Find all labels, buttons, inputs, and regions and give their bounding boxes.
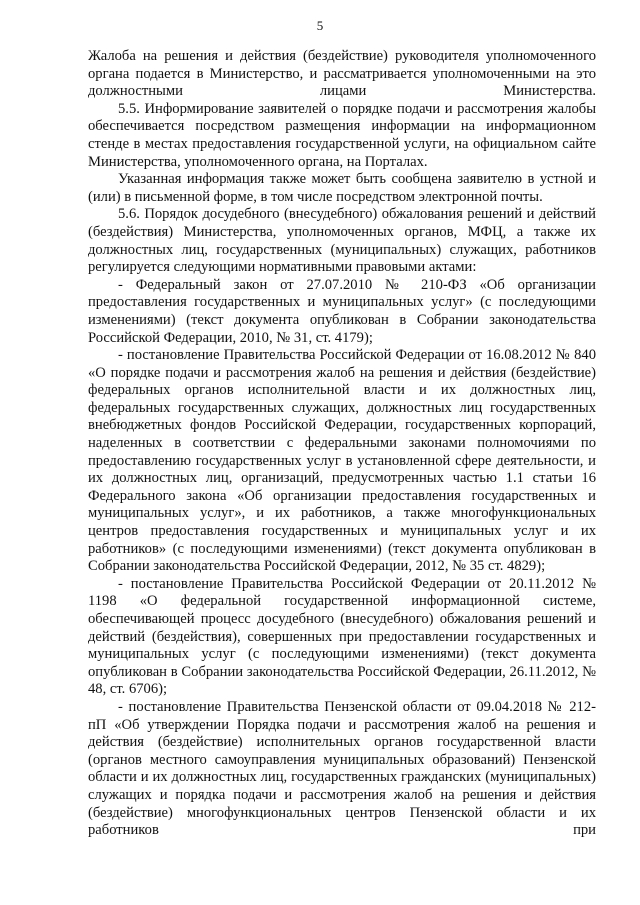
- list-item-penza-resolution-212: - постановление Правительства Пензенской области от 09.04.2018 № 212-пП «Об утверждении Порядка подачи и рассмотрения жалоб на решения и действия (бездействие) исполнительных органов государственной власти (органов местного самоуправления муниципальных образований) Пензенской области и их должностных лиц, государственных гражданских (муниципальных) служащих и порядка подачи и рассмотрения жалоб на решения и действия (бездействие) многофункциональных центров Пензенской области и их работников при: [88, 698, 596, 839]
- paragraph-info-form: Указанная информация также может быть сообщена заявителю в устной и (или) в письменной форме, в том числе посредством электронной почты.: [88, 171, 596, 205]
- page-number: 5: [316, 18, 324, 33]
- document-body: [88, 48, 596, 840]
- paragraph-complaint-head: Жалоба на решения и действия (бездействие) руководителя уполномоченного органа подается в Министерство, и рассматривается уполномоченными на это должностными лицами Министерства.: [88, 48, 596, 100]
- list-item-resolution-840: - постановление Правительства Российской Федерации от 16.08.2012 № 840 «О порядке подачи и рассмотрения жалоб на решения и действия (бездействие) федеральных органов исполнительной власти и их должностных лиц, федеральных государственных служащих, должностных лиц государственных внебюджетных фондов Российской Федерации, государственных корпораций, наделенных в соответствии с федеральными законами полномочиями по предоставлению государственных услуг в установленной сфере деятельности, и их должностных лиц, организаций, предусмотренных частью 1.1 статьи 16 Федерального закона «Об организации предоставления государственных и муниципальных услуг», и их работников, а также многофункциональных центров предоставления государственных и муниципальных услуг и их работников» (с последующими изменениями) (текст документа опубликован в Собрании законодательства Российской Федерации, 2012, № 35 ст. 4829);: [88, 347, 596, 575]
- list-item-resolution-1198: - постановление Правительства Российской Федерации от 20.11.2012 № 1198 «О федеральной государственной информационной системе, обеспечивающей процесс досудебного (внесудебного) обжалования решений и действий (бездействия), совершенных при предоставлении государственных и муниципальных услуг (с последующими изменениями) (текст документа опубликован в Собрании законодательства Российской Федерации, 26.11.2012, № 48, ст. 6706);: [88, 575, 596, 698]
- list-item-federal-law-210: - Федеральный закон от 27.07.2010 № 210-ФЗ «Об организации предоставления государственных и муниципальных услуг» (с последующими изменениями) (текст документа опубликован в Собрании законодательства Российской Федерации, 2010, № 31, ст. 4179);: [88, 276, 596, 346]
- paragraph-5-5: 5.5. Информирование заявителей о порядке подачи и рассмотрения жалобы обеспечивается посредством размещения информации на информационном стенде в местах предоставления государственной услуги, на официальном сайте Министерства, уполномоченного органа, на Порталах.: [88, 100, 596, 170]
- paragraph-5-6: 5.6. Порядок досудебного (внесудебного) обжалования решений и действий (бездействия) Министерства, уполномоченных органов, МФЦ, а также их должностных лиц, государственных (муниципальных) служащих, работников регулируется следующими нормативными правовыми актами:: [88, 206, 596, 276]
